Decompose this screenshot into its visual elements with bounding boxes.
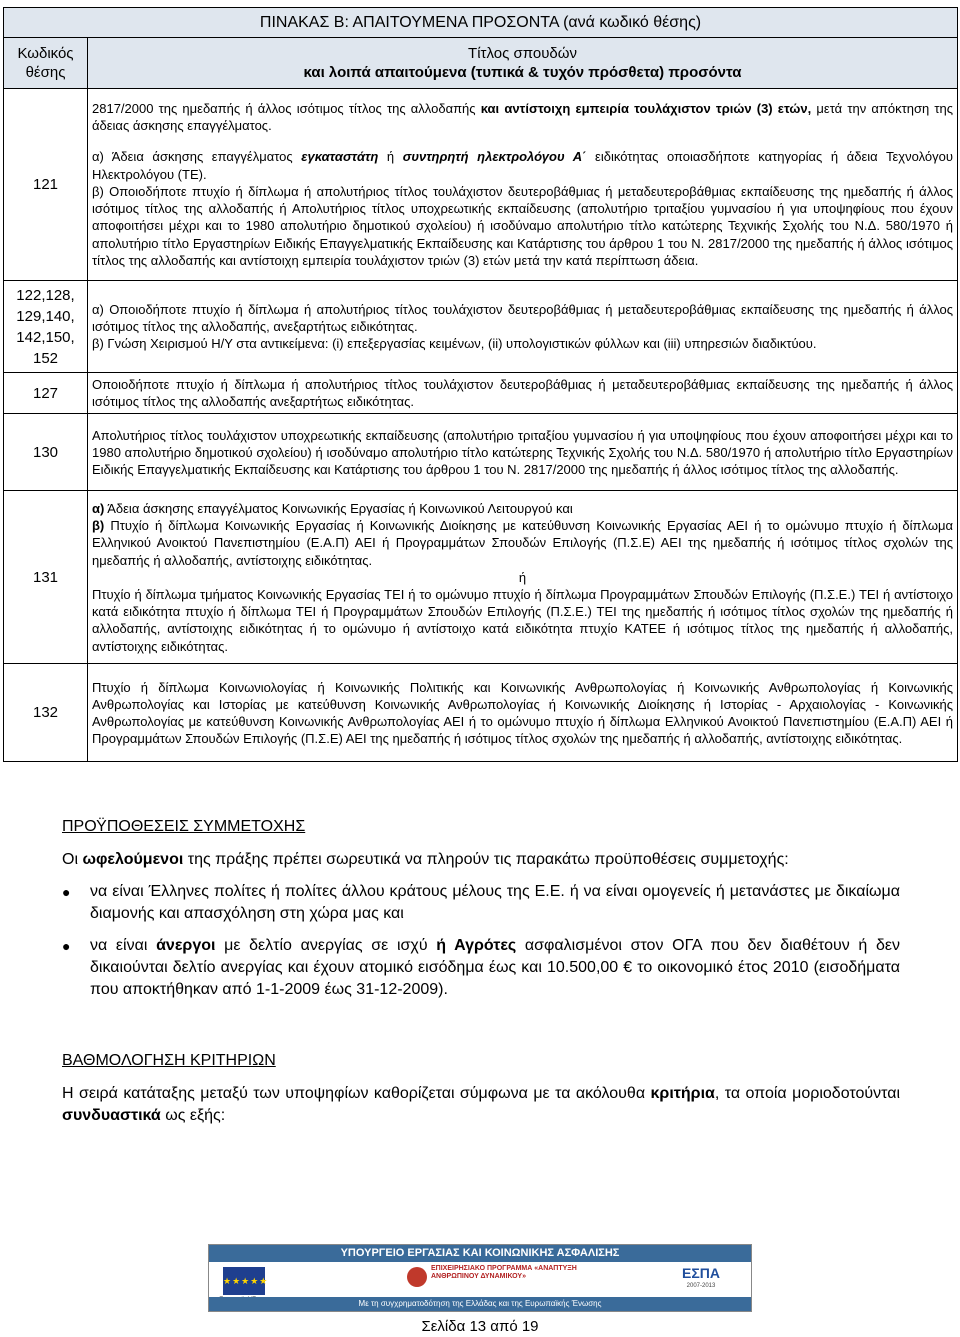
cofunding-footer: Με τη συγχρηματοδότηση της Ελλάδας και της Ευρωπαϊκής Ένωσης (209, 1297, 751, 1311)
table-row (4, 414, 958, 491)
row-code: 121 (4, 89, 88, 281)
eu-stars: ★★★★★ (223, 1276, 269, 1286)
bullet-icon: ● (62, 884, 71, 900)
participation-intro: Οι ωφελούμενοι της πράξης πρέπει σωρευτικά να πληρούν τις παρακάτω προϋποθέσεις συμμετοχής: (62, 851, 789, 868)
table-row (4, 664, 958, 762)
table-header-row (4, 38, 958, 89)
table-row (4, 281, 958, 373)
header-title (88, 38, 958, 89)
scoring-section (62, 1050, 900, 1127)
list-item: ● να είναι άνεργοι με δελτίο ανεργίας σε ισχύ ή Αγρότες ασφαλισμένοι στον ΟΓΑ που δεν διαθέτουν ή δεν δικαιούνται δελτίο ανεργίας και έχουν ατομικό εισόδημα έως και 10.500,00 € το οικονομικό έτος 2010 (εισοδήματα που αποκτήθηκαν από 1-1-2009 έως 31-12-2009). (62, 937, 901, 998)
espa-years: 2007-2013 (686, 1283, 716, 1289)
table-row (4, 491, 958, 664)
header-title-line1: Τίτλος σπουδών (468, 45, 577, 62)
row-code: 132 (4, 664, 88, 762)
ministry-title: ΥΠΟΥΡΓΕΙΟ ΕΡΓΑΣΙΑΣ ΚΑΙ ΚΟΙΝΩΝΙΚΗΣ ΑΣΦΑΛΙΣΗΣ (209, 1245, 751, 1262)
row-code: 127 (4, 373, 88, 414)
table-row (4, 373, 958, 414)
row-paragraph: 2817/2000 της ημεδαπής ή άλλος ισότιμος τίτλος της αλλοδαπής και αντίστοιχη εμπειρία τουλάχιστον τριών (3) ετών, μετά την απόκτηση της άδειας άσκησης επαγγέλματος. (92, 101, 954, 134)
funding-banner (208, 1244, 752, 1312)
row-paragraph: α) Άδεια άσκησης επαγγέλματος Κοινωνικής Εργασίας ή Κοινωνικού Λειτουργού και (92, 500, 573, 516)
row-or-separator: ή (518, 569, 527, 585)
row-description (88, 89, 958, 281)
scoring-text: Η σειρά κατάταξης μεταξύ των υποψηφίων καθορίζεται σύμφωνα με τα ακόλουθα κριτήρια, τα οποία μοριοδοτούνται συνδυαστικά ως εξής: (62, 1085, 901, 1124)
row-description: Πτυχίο ή δίπλωμα Κοινωνιολογίας ή Κοινωνικής Πολιτικής και Κοινωνικής Ανθρωπολογίας ή Κοινωνικής Ανθρωπολογίας ή Κοινωνικής Ανθρωπολογίας και Ιστορίας με κατεύθυνση Κοινωνικής Ανθρωπολογίας ή Κοινωνικής Διοίκησης ή Ιστορίας - Αρχαιολογίας - Κοινωνικής Ανθρωπολογίας με κατεύθυνση Κοινωνικής Ανθρωπολογίας ΑΕΙ ή το ομώνυμο πτυχίο ή δίπλωμα Ελληνικού Ανοικτού Πανεπιστημίου (Ε.Α.Π) ΑΕΙ ή Προγραμμάτων Σπουδών Επιλογής (Π.Σ.Ε) ΑΕΙ της ημεδαπής ή ισότιμος τίτλος σχολών της ημεδαπής ή αλλοδαπής, αντίστοιχης ειδικότητας. (88, 664, 958, 762)
list-item: ● να είναι Έλληνες πολίτες ή πολίτες άλλου κράτους μέλους της Ε.Ε. ή να είναι ομογενείς ή μετανάστες με δικαίωμα διαμονής και απασχόληση στη χώρα μας και (62, 883, 900, 922)
row-description (88, 491, 958, 664)
row-description (88, 281, 958, 373)
row-description: Απολυτήριος τίτλος τουλάχιστον υποχρεωτικής εκπαίδευσης (απολυτήριο τριταξίου γυμνασίου ή για υποψηφίους που έχουν αποφοιτήσει μέχρι και το 1980 απολυτήριο δημοτικού σχολείου) ή ισοδύναμο απολυτήριο τίτλο κατώτερης Τεχνικής Σχολής του Ν.Δ. 580/1970 ή απολυτήριο τίτλο Εργαστηρίων Ειδικής Επαγγελματικής Εκπαίδευσης και Κατάρτισης του άρθρου 1 του Ν. 2817/2000 της ημεδαπής ή άλλος ισότιμος τίτλος της αλλοδαπής. (88, 414, 958, 491)
espa-logo: ΕΣΠΑ (682, 1265, 720, 1281)
scoring-heading: ΒΑΘΜΟΛΟΓΗΣΗ ΚΡΙΤΗΡΙΩΝ (62, 1052, 276, 1069)
row-paragraph: α) Οποιοδήποτε πτυχίο ή δίπλωμα ή απολυτήριος τίτλος τουλάχιστον δευτεροβάθμιας ή μεταδευτεροβάθμιας εκπαίδευσης της ημεδαπής ή άλλος ισότιμος τίτλος της αλλοδαπής, ανεξαρτήτως ειδικότητας. (92, 301, 953, 334)
row-paragraph: Πτυχίο ή δίπλωμα τμήματος Κοινωνικής Εργασίας ΤΕΙ ή το ομώνυμο πτυχίο ή δίπλωμα Προγραμμάτων Σπουδών Επιλογής (Π.Σ.Ε.) ΤΕΙ ή αντίστοιχο κατά ειδικότητα πτυχίο ή δίπλωμα ΤΕΙ ή Προγραμμάτων Σπουδών Επιλογής (Π.Σ.Ε.) ΤΕΙ της ημεδαπής ή ισότιμος τίτλος σχολών της ημεδαπής ή αλλοδαπής, αντίστοιχης ειδικότητας ή το ομώνυμο ή αντίστοιχο κατά ειδικότητα πτυχίο ΚΑΤΕΕ ή ισότιμος τίτλος της ημεδαπής ή αλλοδαπής, αντίστοιχης ειδικότητας. (92, 587, 953, 654)
header-title-line2: και λοιπά απαιτούμενα (τυπικά & τυχόν πρόσθετα) προσόντα (303, 64, 742, 81)
row-code: 131 (4, 491, 88, 664)
row-paragraph: α) Άδεια άσκησης επαγγέλματος εγκαταστάτη ή συντηρητή ηλεκτρολόγου Α΄ ειδικότητας οποιασδήποτε κατηγορίας ή άδεια Τεχνολόγου Ηλεκτρολόγου (ΤΕ). (92, 149, 953, 182)
table-row (4, 89, 958, 281)
page-number: Σελίδα 13 από 19 (421, 1318, 539, 1335)
row-code: 130 (4, 414, 88, 491)
table-title-row (4, 8, 958, 38)
participation-heading: ΠΡΟΫΠΟΘΕΣΕΙΣ ΣΥΜΜΕΤΟΧΗΣ (62, 818, 306, 835)
row-paragraph: β) Γνώση Χειρισμού Η/Υ στα αντικείμενα: (i) επεξεργασίας κειμένων, (ii) υπολογιστικών φύλλων και (iii) υπηρεσιών διαδικτύου. (92, 336, 817, 352)
programme-logo-icon (407, 1267, 427, 1287)
requirements-table (3, 7, 958, 762)
row-code: 122,128, 129,140, 142,150, 152 (4, 281, 88, 373)
programme-title: ΕΠΙΧΕΙΡΗΣΙΑΚΟ ΠΡΟΓΡΑΜΜΑ «ΑΝΑΠΤΥΞΗ ΑΝΘΡΩΠΙΝΟΥ ΔΥΝΑΜΙΚΟΥ» (431, 1265, 577, 1280)
header-code: Κωδικός θέσης (4, 38, 88, 89)
participation-section (62, 816, 900, 1001)
table-title: ΠΙΝΑΚΑΣ Β: ΑΠΑΙΤΟΥΜΕΝΑ ΠΡΟΣΟΝΤΑ (ανά κωδικό θέσης) (4, 8, 958, 38)
conditions-list (62, 881, 900, 1001)
row-description: Οποιοδήποτε πτυχίο ή δίπλωμα ή απολυτήριος τίτλος τουλάχιστον δευτεροβάθμιας ή μεταδευτεροβάθμιας εκπαίδευσης της ημεδαπής ή άλλος ισότιμος τίτλος της αλλοδαπής ανεξαρτήτως ειδικότητας. (88, 373, 958, 414)
row-paragraph: β) Πτυχίο ή δίπλωμα Κοινωνικής Εργασίας ή Κοινωνικής Διοίκησης με κατεύθυνση Κοινωνικής Εργασίας ΑΕΙ ή το ομώνυμο πτυχίο ή δίπλωμα Ελληνικού Ανοικτού Πανεπιστημίου (Ε.Α.Π) ΑΕΙ ή Προγραμμάτων Σπουδών Επιλογής (Π.Σ.Ε) ΑΕΙ της ημεδαπής ή ισότιμος τίτλος σχολών της ημεδαπής ή αλλοδαπής, αντίστοιχης ειδικότητας. (92, 518, 953, 568)
bullet-icon: ● (62, 938, 71, 954)
row-paragraph: β) Οποιοδήποτε πτυχίο ή δίπλωμα ή απολυτήριος τίτλος τουλάχιστον δευτεροβάθμιας ή μεταδευτεροβάθμιας εκπαίδευσης της ημεδαπής ή άλλος ισότιμος τίτλος της αλλοδαπής ή Απολυτήριος τίτλος υποχρεωτικής εκπαίδευσης (απολυτήριο τριταξίου γυμνασίου ή για υποψηφίους που έχουν αποφοιτήσει μέχρι και το 1980 απολυτήριο δημοτικού σχολείου) ή ισοδύναμο απολυτήριο τίτλο κατώτερης Τεχνικής Σχολής του Ν.Δ. 580/1970 ή απολυτήριο τίτλο Εργαστηρίων Ειδικής Επαγγελματικής Εκπαίδευσης και Κατάρτισης του άρθρου 1 του Ν. 2817/2000 της ημεδαπής ή άλλος ισότιμος τίτλος της αλλοδαπής και αντίστοιχη εμπειρία τουλάχιστον τριών (3) ετών μετά την κατά περίπτωση άδεια. (92, 183, 953, 268)
